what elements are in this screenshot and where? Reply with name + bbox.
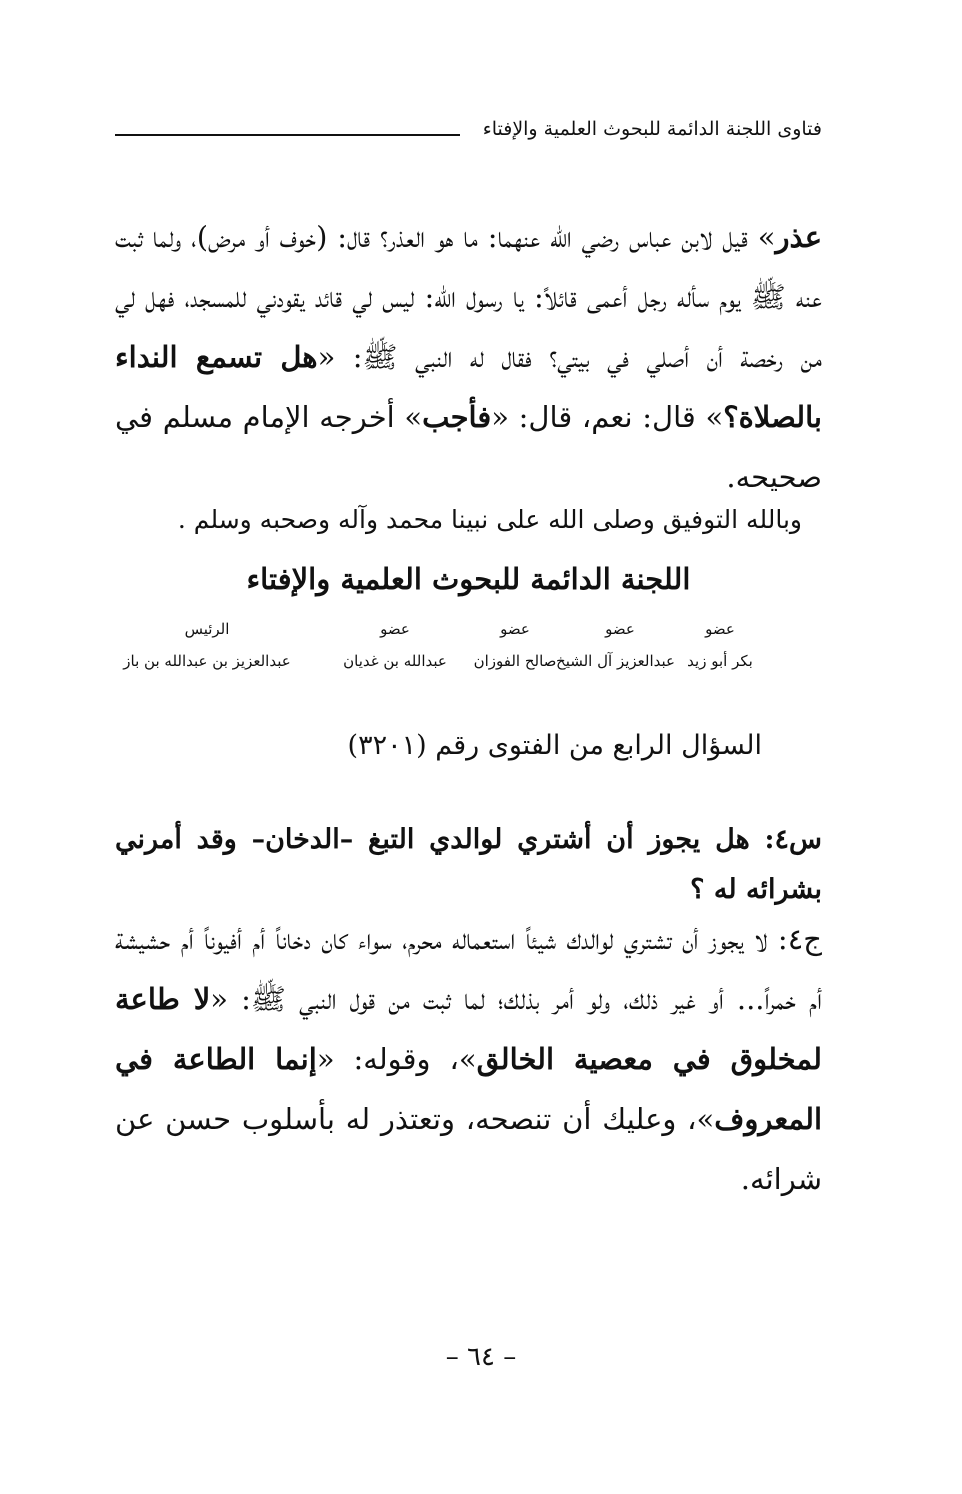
member-role: عضو [705,620,735,638]
committee-title: اللجنة الدائمة للبحوث العلمية والإفتاء [246,562,691,596]
member-name: عبدالعزيز آل الشيخ [556,652,675,670]
committee-member [556,620,675,670]
member-role: عضو [380,620,410,638]
hadith-quote: هل تسمع النداء بالصلاة؟ [115,340,822,434]
committee-member [670,620,770,670]
member-role: الرئيس [184,620,230,638]
hadith-quote: فأجب [422,400,492,434]
member-name: عبدالله بن غديان [343,652,447,670]
answer-text: »، وعليك أن تنصحه، وتعتذر له بأسلوب حسن عن شرائه. [115,1102,822,1196]
paragraph-text: » أخرجه الإمام مسلم في صحيحه. [115,400,822,494]
member-role: عضو [605,620,635,638]
paragraph-text: » قيل لابن عباس رضي الله عنهما: ما هو العذر؟ قال: (خوف أو مرض)، ولما ثبت عنه ﷺ يوم سأله رجل أعمى قائلاً: يا رسول الله: ليس لي قائد يقودني للمسجد، فهل لي من رخصة أن أصلي في بيتي؟ فقال له النبي ﷺ: « [115,220,822,374]
committee-chairman [112,620,302,670]
committee-member [335,620,455,670]
answer-paragraph [115,909,822,1209]
header-rule [115,134,460,136]
bold-word: عذر [775,220,822,254]
closing-formula: وبالله التوفيق وصلى الله على نبينا محمد وآله وصحبه وسلم . [177,505,802,534]
member-role: عضو [500,620,530,638]
member-name: بكر أبو زيد [687,652,753,670]
answer-text: ج٤: لا يجوز أن تشتري لوالدك شيئاً استعماله محرم، سواء كان دخاناً أم أفيوناً أم حشيشة أم خمراً... أو غير ذلك، ولو أمر بذلك؛ لما ثبت من قول النبي ﷺ: « [115,922,822,1016]
committee-members [110,620,770,690]
committee-member [465,620,565,670]
hadith-quote: إنما الطاعة في المعروف [115,1042,822,1136]
hadith-quote: لا طاعة لمخلوق في معصية الخالق [115,982,823,1076]
header-title: فتاوى اللجنة الدائمة للبحوث العلمية والإفتاء [482,118,822,140]
member-name: عبدالعزيز بن عبدالله بن باز [123,652,291,670]
running-header [115,112,822,152]
member-name: صالح الفوزان [473,652,557,670]
answer-text: »، وقوله: « [316,1042,477,1076]
question-text: س٤: هل يجوز أن أشتري لوالدي التبغ –الدخان– وقد أمرني بشرائه له ؟ [115,824,822,905]
page-number: – ٦٤ – [445,1342,517,1372]
question-heading: السؤال الرابع من الفتوى رقم (٣٢٠١) [347,730,762,761]
paragraph-text: » قال: نعم، قال: « [491,400,724,434]
fatwa-paragraph [115,207,822,507]
